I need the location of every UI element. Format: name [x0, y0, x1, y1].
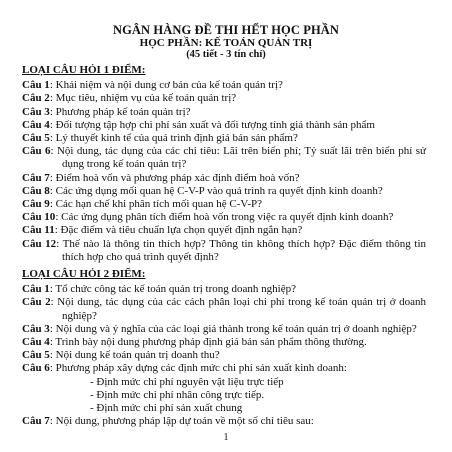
question-text: Trình bày nội dung phương pháp định giá bán sản phẩm thông thường.	[55, 336, 367, 349]
question-item: Câu 9: Các hạn chế khi phân tích mối quan hệ C-V-P?	[22, 198, 263, 211]
question-item: Câu 2: Nội dung, tác dụng của các cách phân loại chi phí trong kế toán quản trị ở doanh nghiệp?	[22, 296, 426, 322]
question-number: Câu 4	[22, 118, 50, 131]
question-item: Câu 12: Thế nào là thông tin thích hợp? Thông tin không thích hợp? Đặc điểm thông tin thích hợp cho quá trình quyết định?	[22, 237, 427, 263]
question-number: Câu 11	[22, 224, 55, 237]
question-text: Đặc điểm và tiêu chuẩn lựa chọn quyết định ngắn hạn?	[60, 224, 303, 237]
question-text: Nội dung, tác dụng của các chỉ tiêu: Lãi trên biến phí; Tỷ suất lãi trên biến phí sử dụng trong kế toán quản trị?	[56, 145, 427, 171]
question-text: Điểm hoà vốn và phương pháp xác định điểm hoà vốn?	[55, 171, 300, 184]
question-text: Nội dung, tác dụng của các cách phân loại chi phí trong kế toán quản trị ở doanh nghiệp?	[57, 296, 426, 322]
question-text: Nội dung kế toán quản trị doanh thu?	[55, 349, 220, 362]
credits-line: (45 tiết - 3 tín chỉ)	[186, 49, 266, 60]
question-item: Câu 2: Mục tiêu, nhiệm vụ của kế toán quản trị?	[22, 92, 237, 105]
sub-item: - Định mức chi phí nguyên vật liệu trực tiếp	[90, 375, 284, 388]
question-text: Phương pháp xây dựng các định mức chi phí sản xuất kinh doanh:	[55, 362, 347, 375]
question-text: Nội dung và ý nghĩa của các loại giá thành trong kế toán quản trị ở doanh nghiệp?	[55, 322, 417, 335]
question-item: Câu 5: Nội dung kế toán quản trị doanh thu?	[22, 349, 220, 362]
section-2-title: LOẠI CÂU HỎI 2 ĐIỂM:	[22, 268, 146, 281]
question-item: Câu 4: Đối tượng tập hợp chi phí sản xuất và đối tượng tính giá thành sản phẩm	[22, 118, 375, 131]
question-number: Câu 3	[22, 105, 50, 118]
question-number: Câu 12	[22, 237, 57, 250]
question-item: Câu 5: Lý thuyết kinh tế của quá trình định giá bán sản phẩm?	[22, 132, 298, 145]
question-item: Câu 8: Các ứng dụng mối quan hệ C-V-P vào quá trình ra quyết định kinh doanh?	[22, 184, 383, 197]
question-text: Mục tiêu, nhiệm vụ của kế toán quản trị?	[55, 92, 237, 105]
question-number: Câu 10	[22, 211, 56, 224]
document-body	[22, 63, 426, 428]
sub-item: - Định mức chi phí sản xuất chung	[90, 402, 243, 415]
question-number: Câu 1	[22, 283, 50, 296]
question-item: Câu 10: Các ứng dụng phân tích điểm hoà vốn trong việc ra quyết định kinh doanh?	[22, 211, 394, 224]
section-1-title: LOẠI CÂU HỎI 1 ĐIỂM:	[22, 64, 146, 76]
question-item: Câu 1: Tổ chức công tác kế toán quản trị trong doanh nghiệp?	[22, 283, 296, 296]
question-text: Khái niệm và nội dung cơ bản của kế toán quản trị?	[55, 79, 283, 92]
question-number: Câu 7	[22, 171, 50, 184]
question-item: Câu 3: Nội dung và ý nghĩa của các loại giá thành trong kế toán quản trị ở doanh nghiệp?	[22, 322, 417, 335]
question-text: Nội dung, phương pháp lập dự toán về một số chỉ tiêu sau:	[55, 415, 314, 428]
question-item: Câu 4: Trình bày nội dung phương pháp định giá bán sản phẩm thông thường.	[22, 336, 367, 349]
page-number: 1	[223, 432, 229, 443]
question-text: Thế nào là thông tin thích hợp? Thông tin không thích hợp? Đặc điểm thông tin thích hợp cho quá trình quyết định?	[62, 237, 427, 263]
document-title: NGÂN HÀNG ĐỀ THI HẾT HỌC PHẦN	[112, 23, 340, 37]
question-text: Lý thuyết kinh tế của quá trình định giá bán sản phẩm?	[55, 132, 298, 145]
question-item: Câu 6: Phương pháp xây dựng các định mức chi phí sản xuất kinh doanh:	[22, 362, 347, 375]
question-text: Các ứng dụng phân tích điểm hoà vốn trong việc ra quyết định kinh doanh?	[61, 211, 394, 224]
question-number: Câu 7	[22, 415, 50, 428]
question-item: Câu 7: Nội dung, phương pháp lập dự toán về một số chỉ tiêu sau:	[22, 415, 314, 428]
question-number: Câu 5	[22, 349, 50, 362]
question-item: Câu 7: Điểm hoà vốn và phương pháp xác định điểm hoà vốn?	[22, 171, 300, 184]
question-number: Câu 2	[22, 296, 51, 309]
question-number: Câu 9	[22, 198, 50, 211]
question-number: Câu 6	[22, 362, 50, 375]
sub-item: - Định mức chi phí nhân công trực tiếp.	[90, 388, 265, 401]
question-item: Câu 3: Phương pháp kế toán quản trị?	[22, 105, 191, 118]
question-text: Phương pháp kế toán quản trị?	[55, 105, 191, 118]
question-number: Câu 4	[22, 336, 50, 349]
question-text: Tổ chức công tác kế toán quản trị trong doanh nghiệp?	[55, 283, 296, 296]
question-text: Đối tượng tập hợp chi phí sản xuất và đối tượng tính giá thành sản phẩm	[55, 118, 375, 131]
subject-line: HỌC PHẦN: KẾ TOÁN QUẢN TRỊ	[139, 37, 313, 49]
question-6-sub-items	[22, 376, 426, 416]
question-text: Các ứng dụng mối quan hệ C-V-P vào quá trình ra quyết định kinh doanh?	[55, 184, 383, 197]
question-number: Câu 8	[22, 184, 50, 197]
section-2-questions	[22, 283, 426, 375]
question-item: Câu 1: Khái niệm và nội dung cơ bản của kế toán quản trị?	[22, 79, 283, 92]
section-1-questions	[22, 79, 426, 264]
question-number: Câu 1	[22, 79, 50, 92]
question-text: Các hạn chế khi phân tích mối quan hệ C-V-P?	[55, 198, 263, 211]
question-item: Câu 6: Nội dung, tác dụng của các chỉ tiêu: Lãi trên biến phí; Tỷ suất lãi trên biến phí sử dụng trong kế toán quản trị?	[22, 145, 427, 171]
question-number: Câu 2	[22, 92, 50, 105]
question-number: Câu 5	[22, 132, 50, 145]
question-number: Câu 3	[22, 322, 50, 335]
document-header	[0, 23, 452, 61]
question-number: Câu 6	[22, 145, 51, 158]
question-item: Câu 11: Đặc điểm và tiêu chuẩn lựa chọn quyết định ngắn hạn?	[22, 224, 303, 237]
